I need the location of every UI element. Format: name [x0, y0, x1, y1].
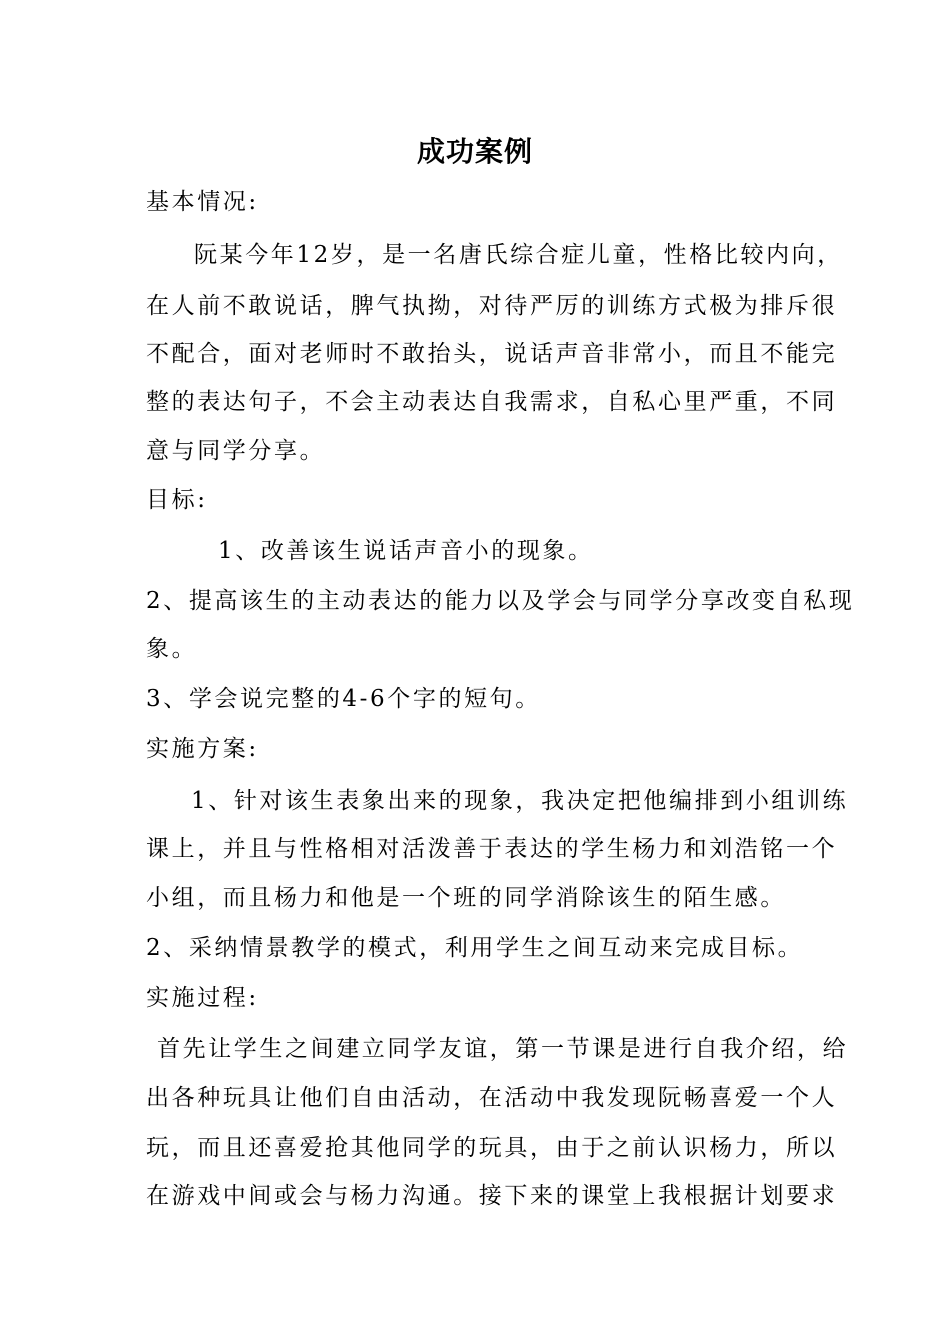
- plan-item: 2、采纳情景教学的模式，利用学生之间互动来完成目标。: [146, 935, 804, 961]
- paragraph-line: 首先让学生之间建立同学友谊，第一节课是进行自我介绍，给: [157, 1036, 849, 1062]
- goal-item: 2、提高该生的主动表达的能力以及学会与同学分享改变自私现: [146, 588, 855, 614]
- paragraph-line: 意与同学分享。: [146, 438, 326, 464]
- heading-goals: 目标:: [146, 487, 208, 513]
- plan-item: 1、针对该生表象出来的现象，我决定把他编排到小组训练: [191, 788, 849, 814]
- paragraph-line: 不配合，面对老师时不敢抬头，说话声音非常小，而且不能完: [146, 341, 838, 367]
- paragraph-line: 出各种玩具让他们自由活动，在活动中我发现阮畅喜爱一个人: [146, 1085, 838, 1111]
- heading-process: 实施过程:: [146, 985, 259, 1011]
- paragraph-line: 小组，而且杨力和他是一个班的同学消除该生的陌生感。: [146, 885, 786, 911]
- paragraph-line: 阮某今年12岁，是一名唐氏综合症儿童，性格比较内向，: [194, 242, 843, 268]
- document-title: 成功案例: [416, 135, 533, 168]
- paragraph-line: 玩，而且还喜爱抢其他同学的玩具，由于之前认识杨力，所以: [146, 1135, 838, 1161]
- paragraph-line: 整的表达句子，不会主动表达自我需求，自私心里严重，不同: [146, 389, 838, 415]
- heading-plan: 实施方案:: [146, 736, 259, 762]
- paragraph-line: 在人前不敢说话，脾气执拗，对待严厉的训练方式极为排斥很: [146, 293, 838, 319]
- heading-basic-info: 基本情况:: [146, 189, 259, 215]
- goal-item: 1、改善该生说话声音小的现象。: [218, 538, 594, 564]
- paragraph-line: 在游戏中间或会与杨力沟通。接下来的课堂上我根据计划要求: [146, 1183, 838, 1209]
- goal-item-continued: 象。: [146, 636, 198, 662]
- paragraph-line: 课上，并且与性格相对活泼善于表达的学生杨力和刘浩铭一个: [146, 836, 838, 862]
- goal-item: 3、学会说完整的4-6个字的短句。: [146, 686, 541, 712]
